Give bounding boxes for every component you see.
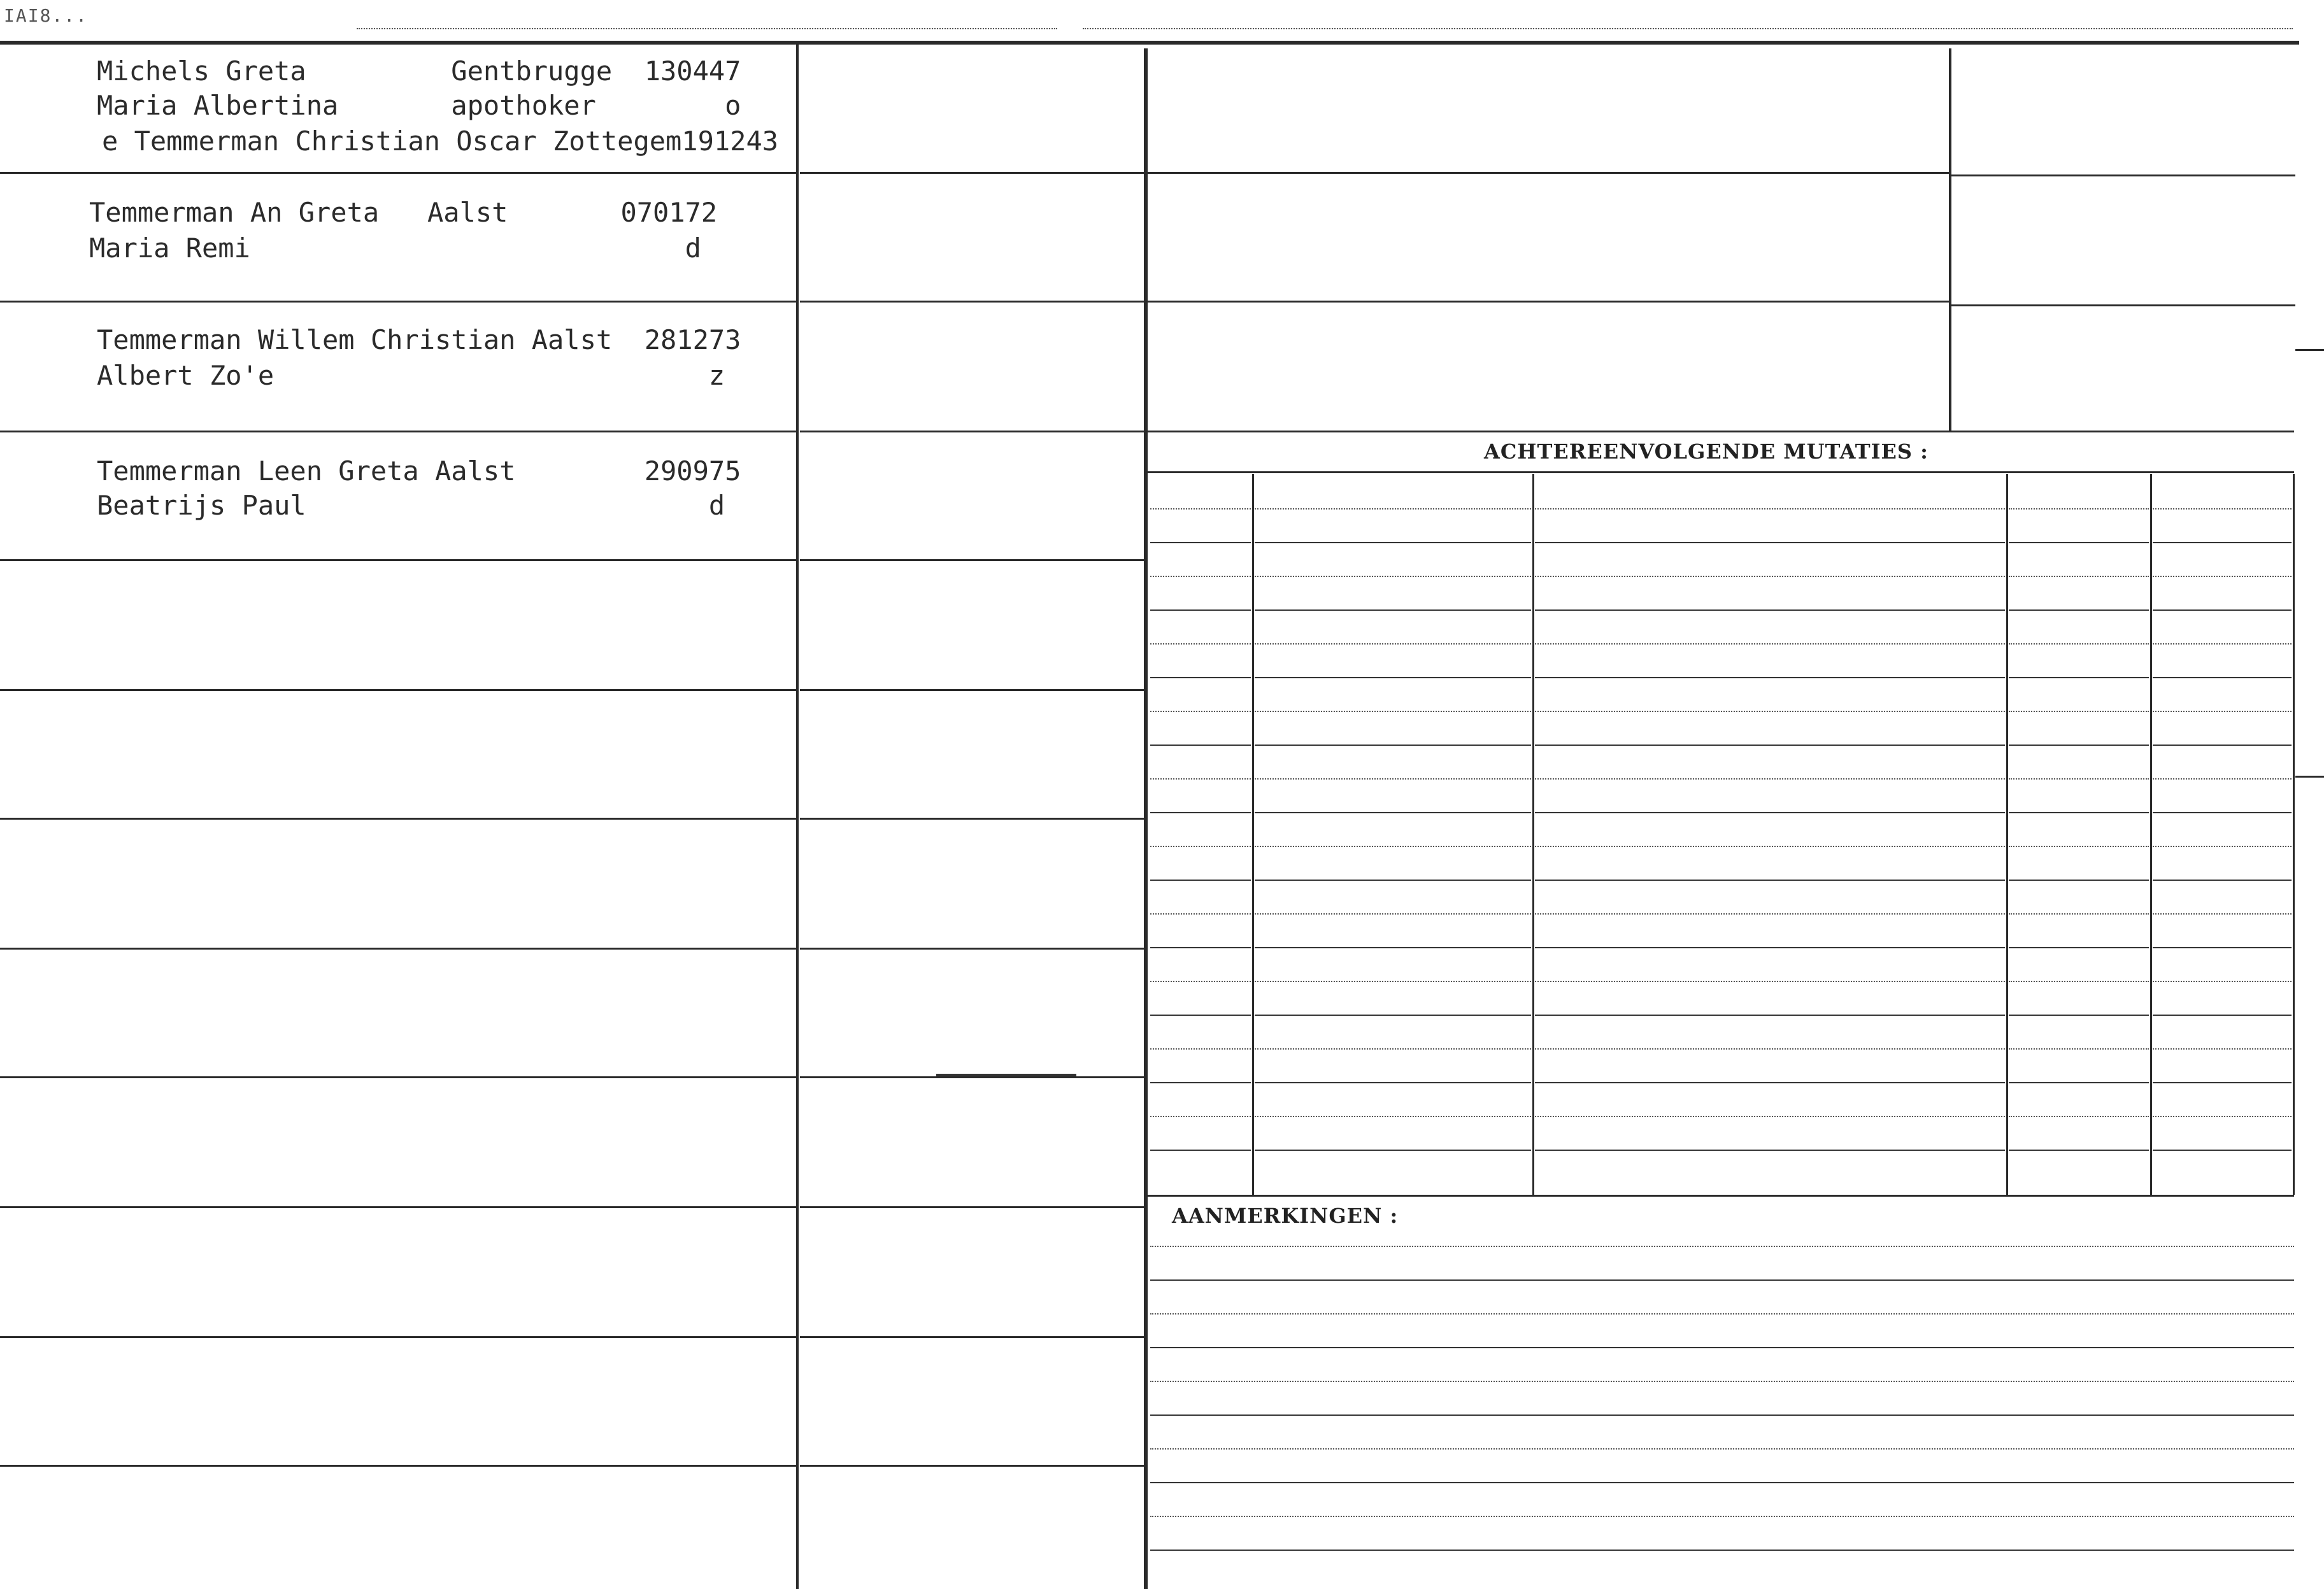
mutation-rule (1255, 677, 1531, 678)
header-scan-text: IAI8... (4, 5, 89, 26)
mutation-rule (1255, 542, 1531, 543)
mutation-rule (2009, 609, 2149, 611)
mutation-rule (2153, 981, 2292, 982)
mutation-rule (1535, 711, 2005, 712)
mutation-rule (1150, 1048, 1251, 1050)
edge-mark (2295, 776, 2324, 778)
row-divider (0, 818, 796, 820)
mutation-rule (2009, 812, 2149, 813)
mutations-column-divider (1532, 474, 1534, 1195)
mutation-rule (1150, 643, 1251, 645)
mutation-rule (1150, 913, 1251, 915)
entry-1-line-2: Maria Albertina apothoker o (97, 90, 741, 121)
mutation-rule (1535, 1015, 2005, 1016)
mutation-rule (1255, 947, 1531, 948)
row-divider (0, 1206, 796, 1208)
mutation-rule (1150, 576, 1251, 577)
mutation-rule (2009, 1116, 2149, 1117)
mutation-rule (1150, 947, 1251, 948)
mutation-rule (2153, 1082, 2292, 1083)
row-divider (0, 1336, 796, 1338)
entry-1-line-1: Michels Greta Gentbrugge 130447 (97, 55, 741, 87)
remark-rule (1150, 1482, 2294, 1483)
mutation-rule (1150, 711, 1251, 712)
mutation-rule (1535, 913, 2005, 915)
row-divider (1148, 172, 1949, 174)
column-divider (1949, 48, 1951, 431)
row-divider (1148, 301, 1949, 303)
mutation-rule (1535, 812, 2005, 813)
mutation-rule (1535, 609, 2005, 611)
mutation-rule (2153, 846, 2292, 847)
mutation-rule (2009, 1048, 2149, 1050)
mutation-rule (1535, 508, 2005, 509)
mutation-rule (1255, 812, 1531, 813)
mutation-rule (1535, 1082, 2005, 1083)
mutations-column-divider (2150, 474, 2152, 1195)
mutation-rule (1535, 1048, 2005, 1050)
remark-rule (1150, 1550, 2294, 1551)
mutation-rule (2009, 880, 2149, 881)
mutation-rule (2153, 947, 2292, 948)
mutation-rule (1535, 643, 2005, 645)
row-divider (0, 172, 796, 174)
row-divider (800, 689, 1144, 691)
row-divider (800, 1336, 1144, 1338)
row-divider (800, 1206, 1144, 1208)
row-divider (0, 1465, 796, 1467)
mutation-rule (1535, 1150, 2005, 1151)
entry-2-line-2: Maria Remi d (89, 232, 701, 264)
mutation-rule (2009, 542, 2149, 543)
mutation-rule (1255, 981, 1531, 982)
remark-rule (1150, 1516, 2294, 1517)
mutation-rule (1150, 609, 1251, 611)
mutation-rule (2009, 913, 2149, 915)
header-dotted-line (1083, 28, 2293, 29)
mutation-rule (1150, 812, 1251, 813)
mutation-rule (2153, 1150, 2292, 1151)
remark-rule (1150, 1414, 2294, 1416)
mutation-rule (1150, 1015, 1251, 1016)
mutation-rule (1535, 778, 2005, 780)
row-divider (0, 431, 796, 432)
mutation-rule (1150, 542, 1251, 543)
mutation-rule (1535, 846, 2005, 847)
mutation-rule (1255, 1048, 1531, 1050)
mutation-rule (1255, 778, 1531, 780)
mutation-rule (2153, 609, 2292, 611)
mutation-rule (1535, 576, 2005, 577)
remark-rule (1150, 1448, 2294, 1450)
mutation-rule (1535, 947, 2005, 948)
row-divider (0, 301, 796, 303)
remarks-heading: AANMERKINGEN : (1172, 1204, 1399, 1228)
header-dotted-line (357, 28, 1057, 29)
mutation-rule (2009, 981, 2149, 982)
row-divider (800, 559, 1144, 561)
row-divider (800, 948, 1144, 950)
mutations-heading: ACHTEREENVOLGENDE MUTATIES : (1484, 439, 1928, 464)
column-divider (796, 45, 799, 1589)
mutation-rule (1535, 745, 2005, 746)
entry-3-line-2: Albert Zo'e z (97, 360, 725, 391)
row-divider (800, 431, 1144, 432)
mutation-rule (2153, 913, 2292, 915)
mutation-rule (1255, 745, 1531, 746)
mutation-rule (2009, 947, 2149, 948)
mutation-rule (1150, 778, 1251, 780)
mutations-column-divider (2006, 474, 2008, 1195)
mutation-rule (2009, 1150, 2149, 1151)
mutation-rule (1535, 677, 2005, 678)
mutation-rule (1255, 1150, 1531, 1151)
mutation-rule (1255, 913, 1531, 915)
row-divider (0, 948, 796, 950)
entry-2-line-1: Temmerman An Greta Aalst 070172 (89, 197, 718, 228)
mutation-rule (1535, 981, 2005, 982)
mutation-rule (1255, 643, 1531, 645)
mutation-rule (2009, 846, 2149, 847)
mutation-rule (2153, 1048, 2292, 1050)
mutations-column-divider (2293, 474, 2295, 1195)
row-divider (800, 1465, 1144, 1467)
mutation-rule (2009, 643, 2149, 645)
mutation-rule (1150, 1116, 1251, 1117)
row-divider (1951, 304, 2295, 306)
mutation-rule (1535, 1116, 2005, 1117)
mutation-rule (2153, 711, 2292, 712)
row-divider (800, 301, 1144, 303)
mutation-rule (1150, 1082, 1251, 1083)
header-rule (0, 41, 2299, 45)
mutation-rule (1255, 609, 1531, 611)
entry-4-line-1: Temmerman Leen Greta Aalst 290975 (97, 455, 741, 487)
row-divider (800, 172, 1144, 174)
row-divider (800, 818, 1144, 820)
mutation-rule (1535, 542, 2005, 543)
mutation-rule (2153, 745, 2292, 746)
mutation-rule (1150, 981, 1251, 982)
mutation-rule (2153, 778, 2292, 780)
row-divider (0, 1076, 796, 1078)
mutations-bottom-rule (1148, 1195, 2294, 1197)
mutation-rule (2153, 880, 2292, 881)
mutation-rule (2153, 1116, 2292, 1117)
column-divider (1144, 48, 1148, 1589)
ink-mark (936, 1074, 1076, 1076)
mutation-rule (1150, 880, 1251, 881)
remark-rule (1150, 1279, 2294, 1281)
mutation-rule (1255, 1082, 1531, 1083)
entry-4-line-2: Beatrijs Paul d (97, 490, 725, 521)
mutation-rule (2009, 711, 2149, 712)
mutation-rule (1255, 576, 1531, 577)
header-strip (0, 0, 2324, 45)
mutation-rule (2009, 1082, 2149, 1083)
remark-rule (1150, 1381, 2294, 1382)
mutation-rule (1255, 1116, 1531, 1117)
row-divider (1951, 175, 2295, 176)
remark-rule (1150, 1313, 2294, 1315)
entry-3-line-1: Temmerman Willem Christian Aalst 281273 (97, 324, 741, 355)
mutation-rule (2009, 778, 2149, 780)
mutations-top-rule (1148, 471, 2294, 473)
mutation-rule (2153, 812, 2292, 813)
mutation-rule (2009, 745, 2149, 746)
mutation-rule (1150, 508, 1251, 509)
mutation-rule (1255, 880, 1531, 881)
remark-rule (1150, 1246, 2294, 1247)
row-divider (0, 559, 796, 561)
mutation-rule (1255, 711, 1531, 712)
mutation-rule (1150, 1150, 1251, 1151)
mutation-rule (2153, 576, 2292, 577)
mutation-rule (2153, 643, 2292, 645)
mutation-rule (2153, 508, 2292, 509)
mutation-rule (2009, 677, 2149, 678)
mutation-rule (1150, 745, 1251, 746)
mutation-rule (1255, 846, 1531, 847)
row-divider (1148, 431, 2294, 432)
mutation-rule (1150, 677, 1251, 678)
mutation-rule (1535, 880, 2005, 881)
entry-1-line-3: e Temmerman Christian Oscar Zottegem191243 (102, 125, 779, 157)
mutation-rule (2009, 1015, 2149, 1016)
row-divider (800, 1076, 1144, 1078)
edge-mark (2295, 349, 2324, 351)
mutation-rule (2009, 576, 2149, 577)
mutation-rule (2009, 508, 2149, 509)
mutation-rule (2153, 542, 2292, 543)
mutation-rule (2153, 1015, 2292, 1016)
mutations-column-divider (1252, 474, 1254, 1195)
mutation-rule (1255, 1015, 1531, 1016)
remark-rule (1150, 1347, 2294, 1348)
mutation-rule (1255, 508, 1531, 509)
mutation-rule (1150, 846, 1251, 847)
mutation-rule (2153, 677, 2292, 678)
row-divider (0, 689, 796, 691)
